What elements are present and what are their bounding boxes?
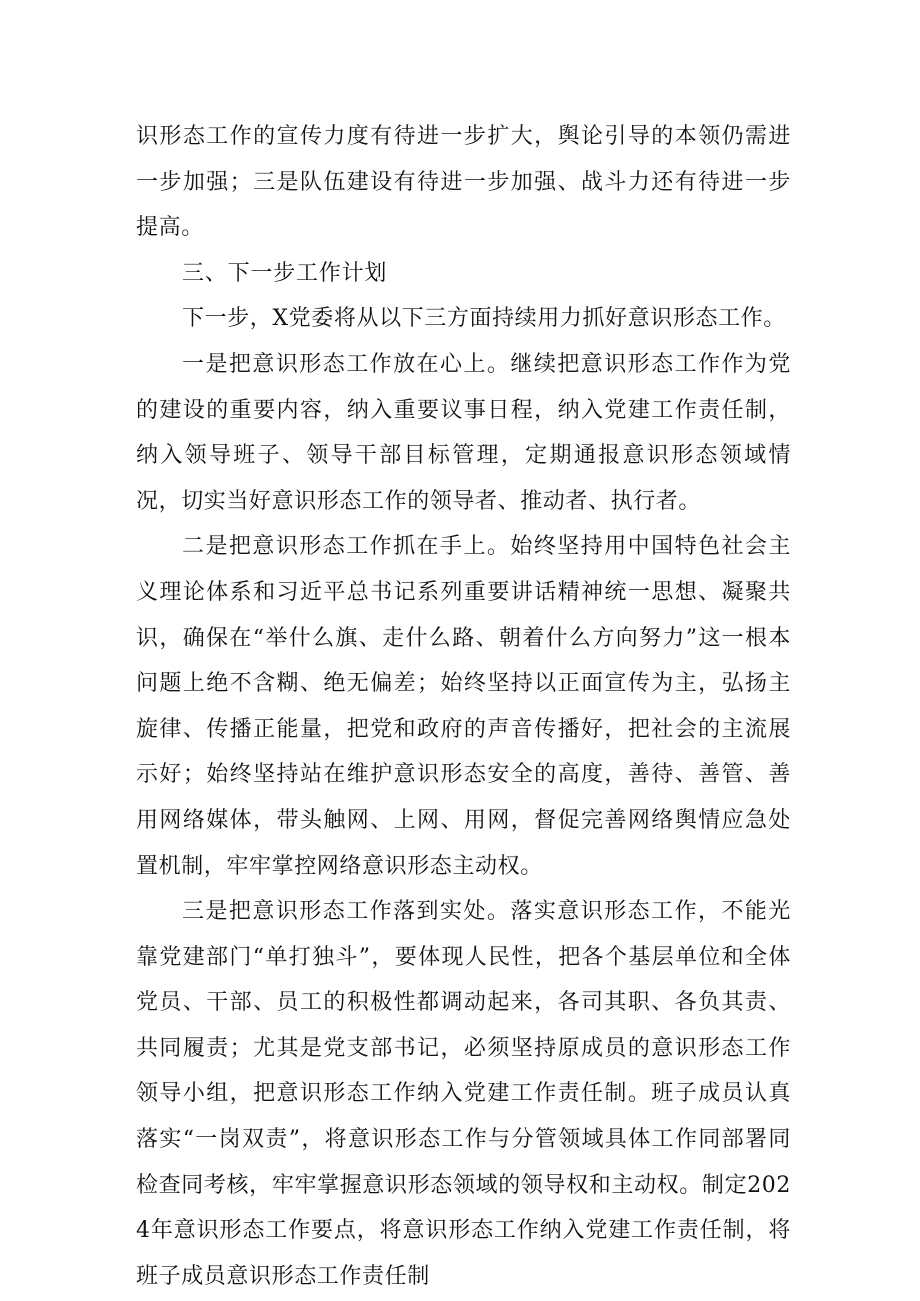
document-body <box>136 114 791 1299</box>
paragraph-continuation: 识形态工作的宣传力度有待进一步扩大，舆论引导的本领仍需进一步加强；三是队伍建设有待进一步加强、战斗力还有待进一步提高。 <box>136 124 791 241</box>
paragraph-intro: 下一步，X党委将从以下三方面持续用力抓好意识形态工作。 <box>182 306 786 332</box>
paragraph-point-one: 一是把意识形态工作放在心上。继续把意识形态工作作为党的建设的重要内容，纳入重要议事日程，纳入党建工作责任制，纳入领导班子、领导干部目标管理，定期通报意识形态领域情况，切实当好意识形态工作的领导者、推动者、执行者。 <box>136 351 791 514</box>
paragraph-point-three: 三是把意识形态工作落到实处。落实意识形态工作，不能光靠党建部门“单打独斗”，要体现人民性，把各个基层单位和全体党员、干部、员工的积极性都调动起来，各司其职、各负其责、共同履责；尤其是党支部书记，必须坚持原成员的意识形态工作领导小组，把意识形态工作纳入党建工作责任制。班子成员认真落实“一岗双责”，将意识形态工作与分管领域具体工作同部署同检查同考核，牢牢掌握意识形态领域的领导权和主动权。制定2024年意识形态工作要点，将意识形态工作纳入党建工作责任制，将班子成员意识形态工作责任制 <box>136 899 791 1289</box>
section-heading: 三、下一步工作计划 <box>182 260 388 286</box>
paragraph-point-two: 二是把意识形态工作抓在手上。始终坚持用中国特色社会主义理论体系和习近平总书记系列重要讲话精神统一思想、凝聚共识，确保在“举什么旗、走什么路、朝着什么方向努力”这一根本问题上绝不含糊、绝无偏差；始终坚持以正面宣传为主，弘扬主旋律、传播正能量，把党和政府的声音传播好，把社会的主流展示好；始终坚持站在维护意识形态安全的高度，善待、善管、善用网络媒体，带头触网、上网、用网，督促完善网络舆情应急处置机制，牢牢掌控网络意识形态主动权。 <box>136 534 791 879</box>
